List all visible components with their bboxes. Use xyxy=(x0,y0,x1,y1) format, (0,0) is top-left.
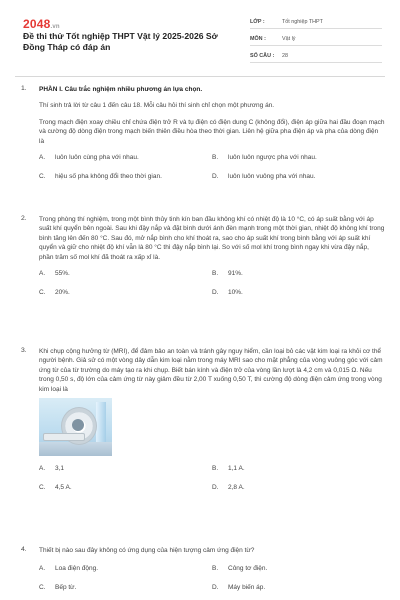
question-text: Trong mạch điện xoay chiều chỉ chứa điện trở R và tụ điện có điện dung C (không đổi), điện áp giữa hai đầu đoạn mạch và cường độ dòng điện trong mạch biến thiên điều hòa theo thời gian. Liên hệ giữa pha điện áp và pha của dòng điện là xyxy=(39,118,385,145)
option-a[interactable]: A. luôn luôn cùng pha với nhau. xyxy=(39,154,139,162)
exam-meta xyxy=(250,15,382,66)
question-number: 3. xyxy=(21,347,27,354)
option-c[interactable]: C. Bếp từ. xyxy=(39,583,77,591)
meta-label: SỐ CÂU : xyxy=(250,52,275,59)
meta-class xyxy=(250,15,382,29)
option-b[interactable]: B. luôn luôn ngược pha với nhau. xyxy=(212,154,317,162)
option-b[interactable]: B. 1,1 A. xyxy=(212,465,245,473)
question-3 xyxy=(15,347,385,492)
question-text: Trong phòng thí nghiệm, trong một bình thủy tinh kín ban đầu không khí có nhiệt độ là 10 °C, có áp suất bằng với áp suất khí quyển bên ngoài. Sau khi đậy nắp và đặt bình dưới ánh đèn mạnh trong một thời gian, nhiệt độ không khí trong bình tăng lên đến 80 °C. Sau đó, mở nắp bình cho khí thoát ra, sao cho áp suất khí trong bình bằng với áp suất khí quyển và giữ cho nhiệt độ khí vẫn là 80 °C thì đậy nắp bình lại. So với số mol khí trong bình ngay khi vừa đậy nắp, phần trăm số mol khí đã thoát ra xấp xỉ là. xyxy=(39,216,385,261)
header-divider xyxy=(15,76,385,77)
option-c[interactable]: C. 4,5 A. xyxy=(39,483,72,491)
option-a[interactable]: A. 55%. xyxy=(39,270,70,278)
option-c[interactable]: C. 20%. xyxy=(39,288,70,296)
question-text: Thiết bị nào sau đây không có ứng dụng của hiện tượng cảm ứng điện từ? xyxy=(39,547,255,554)
option-c[interactable]: C. hiệu số pha không đổi theo thời gian. xyxy=(39,172,162,180)
logo-suffix: .vn xyxy=(50,24,60,30)
meta-value: Vật lý xyxy=(282,35,296,42)
site-logo[interactable] xyxy=(23,17,60,31)
answer-options xyxy=(39,153,385,181)
page-header xyxy=(0,0,400,78)
part-instruction: Thí sinh trả lời từ câu 1 đến câu 18. Mỗi câu hỏi thí sinh chỉ chọn một phương án. xyxy=(39,102,275,110)
answer-options xyxy=(39,464,385,492)
meta-count xyxy=(250,49,382,63)
option-b[interactable]: B. 91%. xyxy=(212,270,243,278)
part-title: PHẦN I. Câu trắc nghiệm nhiều phương án lựa chọn. xyxy=(39,86,203,93)
question-number: 2. xyxy=(21,215,27,222)
mri-machine-image xyxy=(39,398,112,456)
question-1 xyxy=(15,85,385,181)
option-b[interactable]: B. Công tơ điện. xyxy=(212,565,268,573)
answer-options xyxy=(39,269,385,297)
option-a[interactable]: A. 3,1 xyxy=(39,465,65,473)
question-4 xyxy=(15,546,385,592)
meta-value: Tốt nghiệp THPT xyxy=(282,18,323,25)
option-d[interactable]: D. 10%. xyxy=(212,288,243,296)
question-number: 4. xyxy=(21,546,27,553)
logo-main: 2048 xyxy=(23,17,51,31)
answer-options xyxy=(39,564,385,592)
option-d[interactable]: D. 2,8 A. xyxy=(212,483,245,491)
meta-label: MÔN : xyxy=(250,35,266,42)
question-number: 1. xyxy=(21,85,27,92)
meta-label: LỚP : xyxy=(250,18,265,25)
question-text: Khi chụp cộng hưởng từ (MRI), để đảm bảo an toàn và tránh gây nguy hiểm, cần loại bỏ các vật kim loại ra khỏi cơ thể người bệnh. Giả sử có một vòng dây dẫn kim loại nằm trong máy MRI sao cho mặt phẳng của vòng vuông góc với cảm ứng từ của từ trường do máy tạo ra khi chụp. Biết bán kính và điện trở của vòng lần lượt là 4,2 cm và 0,015 Ω. Nếu trong 0,50 s, độ lớn của cảm ứng từ này giảm đều từ 2,00 T xuống 0,50 T, thì cường độ dòng điện cảm ứng trong vòng kim loại là xyxy=(39,348,383,393)
meta-value: 28 xyxy=(282,52,288,59)
option-a[interactable]: A. Loa điện động. xyxy=(39,565,99,573)
option-d[interactable]: D. luôn luôn vuông pha với nhau. xyxy=(212,172,316,180)
exam-title: Đề thi thử Tốt nghiệp THPT Vật lý 2025-2026 Sở Đồng Tháp có đáp án xyxy=(23,31,218,53)
option-d[interactable]: D. Máy biến áp. xyxy=(212,583,266,591)
question-2 xyxy=(15,215,385,297)
meta-subject xyxy=(250,32,382,46)
